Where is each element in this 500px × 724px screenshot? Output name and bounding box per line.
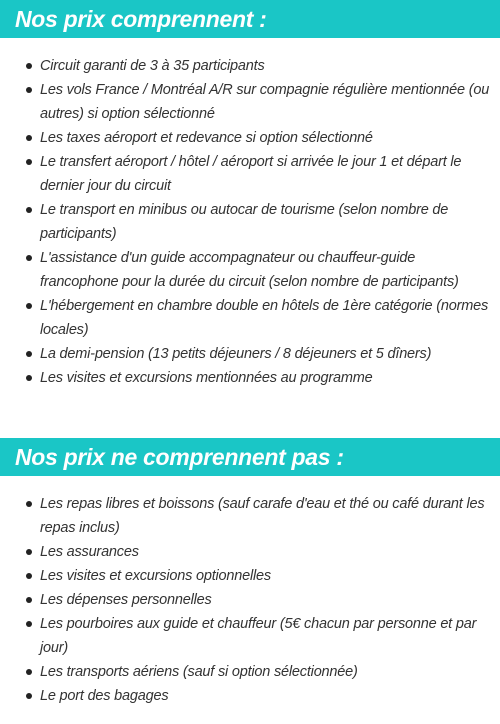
bullet-icon	[26, 207, 32, 213]
list-item	[0, 150, 500, 198]
list-item-text: L'assistance d'un guide accompagnateur ou chauffeur-guide francophone pour la durée du circuit (selon nombre de participants)	[40, 250, 459, 290]
list-item-text: Les visites et excursions mentionnées au programme	[40, 370, 373, 386]
list-item	[0, 540, 500, 564]
bullet-icon	[26, 87, 32, 93]
included-section-title: Nos prix comprennent :	[15, 5, 267, 32]
list-item-text: Le transport en minibus ou autocar de tourisme (selon nombre de participants)	[40, 202, 449, 242]
bullet-icon	[26, 159, 32, 165]
list-item-text: Les assurances	[40, 544, 139, 560]
list-item-text: Le port des bagages	[40, 688, 169, 704]
bullet-icon	[26, 693, 32, 699]
list-item	[0, 366, 500, 390]
list-item-text: Les dépenses personnelles	[40, 592, 212, 608]
bullet-icon	[26, 621, 32, 627]
list-item	[0, 54, 500, 78]
list-item-text: Les vols France / Montréal A/R sur compagnie régulière mentionnée (ou autres) si option sélectionné	[40, 82, 490, 122]
list-item	[0, 564, 500, 588]
excluded-section-title: Nos prix ne comprennent pas :	[15, 443, 344, 470]
list-item-text: Le transfert aéroport / hôtel / aéroport si arrivée le jour 1 et départ le dernier jour du circuit	[40, 154, 462, 194]
list-item	[0, 492, 500, 540]
list-item	[0, 294, 500, 342]
list-item-text: L'hébergement en chambre double en hôtels de 1ère catégorie (normes locales)	[40, 298, 489, 338]
excluded-section-header	[0, 438, 500, 476]
list-item	[0, 246, 500, 294]
bullet-icon	[26, 303, 32, 309]
bullet-icon	[26, 597, 32, 603]
list-item	[0, 198, 500, 246]
list-item	[0, 126, 500, 150]
bullet-icon	[26, 375, 32, 381]
list-item	[0, 660, 500, 684]
excluded-list	[0, 492, 500, 708]
bullet-icon	[26, 63, 32, 69]
list-item-text: Les transports aériens (sauf si option sélectionnée)	[40, 664, 358, 680]
list-item-text: La demi-pension (13 petits déjeuners / 8 déjeuners et 5 dîners)	[40, 346, 432, 362]
list-item	[0, 684, 500, 708]
list-item	[0, 612, 500, 660]
list-item-text: Les taxes aéroport et redevance si option sélectionné	[40, 130, 373, 146]
bullet-icon	[26, 549, 32, 555]
list-item-text: Les repas libres et boissons (sauf carafe d'eau et thé ou café durant les repas inclus)	[40, 496, 485, 536]
list-item-text: Les pourboires aux guide et chauffeur (5€ chacun par personne et par jour)	[40, 616, 477, 656]
included-section-header	[0, 0, 500, 38]
list-item-text: Circuit garanti de 3 à 35 participants	[40, 58, 265, 74]
bullet-icon	[26, 501, 32, 507]
bullet-icon	[26, 135, 32, 141]
list-item	[0, 342, 500, 366]
bullet-icon	[26, 351, 32, 357]
bullet-icon	[26, 255, 32, 261]
bullet-icon	[26, 669, 32, 675]
included-list	[0, 54, 500, 390]
list-item	[0, 588, 500, 612]
list-item-text: Les visites et excursions optionnelles	[40, 568, 271, 584]
bullet-icon	[26, 573, 32, 579]
list-item	[0, 78, 500, 126]
